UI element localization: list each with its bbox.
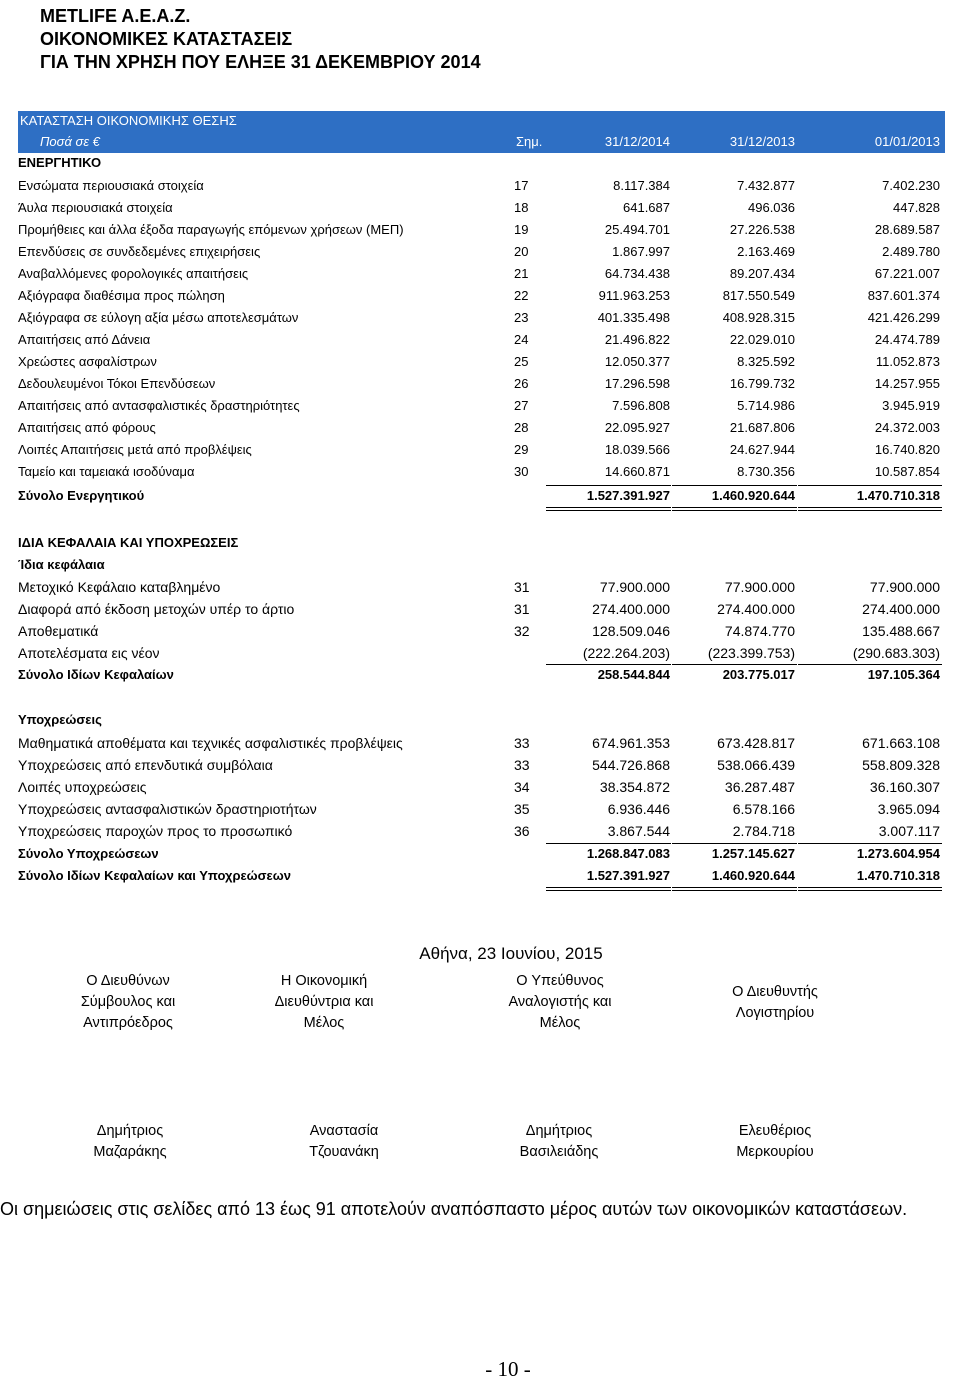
value-2014: 3.867.544 (607, 823, 670, 839)
value-2013: 8.325.592 (737, 354, 795, 369)
row-label: Υποχρεώσεις αντασφαλιστικών δραστηριοτήτων (18, 801, 317, 817)
value-2012: 14.257.955 (874, 376, 940, 391)
liabilities-total-row (18, 843, 945, 865)
footer-note: Οι σημειώσεις στις σελίδες από 13 έως 91 αποτελούν αναπόσπαστο μέρος αυτών των οικονομικών καταστάσεων. (0, 1199, 908, 1219)
asset-row (18, 439, 945, 461)
place-date: Αθήνα, 23 Ιουνίου, 2015 (419, 944, 603, 963)
value-2013: 817.550.549 (722, 288, 795, 303)
row-note: 34 (514, 779, 530, 795)
row-note: 25 (514, 354, 529, 369)
row-label: Απαιτήσεις από Δάνεια (18, 332, 151, 347)
assets-total-double-line-1 (546, 507, 671, 511)
value-2013: 21.687.806 (729, 420, 795, 435)
row-label: Επενδύσεις σε συνδεδεμένες επιχειρήσεις (18, 244, 261, 259)
value-2013: 89.207.434 (729, 266, 795, 281)
asset-row (18, 241, 945, 263)
page-number: - 10 - (485, 1357, 531, 1381)
value-2012: 28.689.587 (874, 222, 940, 237)
row-note: 31 (514, 601, 530, 617)
value-2014: 1.527.391.927 (586, 868, 670, 883)
value-2014: 1.867.997 (612, 244, 670, 259)
value-2014: 401.335.498 (597, 310, 670, 325)
value-2014: 22.095.927 (604, 420, 670, 435)
value-2012: 197.105.364 (867, 667, 940, 682)
value-2013: 74.874.770 (724, 623, 795, 639)
grand-total-double-line-2 (672, 887, 797, 891)
value-2012: 274.400.000 (862, 601, 940, 617)
value-2013: (223.399.753) (707, 645, 795, 661)
value-2013: 77.900.000 (724, 579, 795, 595)
row-label: Χρεώστες ασφαλίστρων (18, 354, 157, 369)
value-2014: 544.726.868 (592, 757, 670, 773)
signatory-title: Η Οικονομική Διευθύντρια και Μέλος (274, 973, 374, 1031)
equity-row (18, 576, 945, 598)
value-2014: 77.900.000 (599, 579, 670, 595)
value-2012: 1.273.604.954 (856, 846, 940, 861)
value-2014: 7.596.808 (612, 398, 670, 413)
value-2012: 447.828 (893, 200, 940, 215)
grand-total-row (18, 865, 945, 887)
row-label: Απαιτήσεις από φόρους (18, 420, 156, 435)
value-2014: 274.400.000 (592, 601, 670, 617)
value-2014: 6.936.446 (607, 801, 670, 817)
value-2013: 16.799.732 (729, 376, 795, 391)
value-2014: 25.494.701 (604, 222, 670, 237)
row-label: Σύνολο Υποχρεώσεων (18, 846, 159, 861)
value-2014: 18.039.566 (604, 442, 670, 457)
value-2012: 3.945.919 (882, 398, 940, 413)
row-label: Αναβαλλόμενες φορολογικές απαιτήσεις (18, 266, 249, 281)
row-label: Ενσώματα περιουσιακά στοιχεία (18, 178, 204, 193)
equity-row (18, 642, 945, 664)
value-2014: 641.687 (623, 200, 670, 215)
value-2013: 22.029.010 (729, 332, 795, 347)
row-label: Ταμείο και ταμειακά ισοδύναμα (18, 464, 195, 479)
value-2013: 7.432.877 (737, 178, 795, 193)
row-label: Λοιπές Απαιτήσεις μετά από προβλέψεις (18, 442, 252, 457)
row-note: 28 (514, 420, 529, 435)
row-note: 36 (514, 823, 530, 839)
value-2014: 258.544.844 (597, 667, 670, 682)
liability-row (18, 798, 945, 820)
row-label: Άυλα περιουσιακά στοιχεία (18, 200, 173, 215)
asset-row (18, 373, 945, 395)
row-note: 21 (514, 266, 529, 281)
assets-total-double-line-3 (798, 507, 942, 511)
row-label: Υποχρεώσεις παροχών προς το προσωπικό (18, 823, 293, 839)
asset-row (18, 417, 945, 439)
value-2013: 274.400.000 (717, 601, 795, 617)
row-note: 24 (514, 332, 529, 347)
value-2013: 6.578.166 (732, 801, 795, 817)
value-2014: 911.963.253 (598, 288, 670, 303)
row-note: 32 (514, 623, 530, 639)
value-2014: 128.509.046 (592, 623, 670, 639)
value-2012: 24.372.003 (874, 420, 940, 435)
grand-total-double-line-3 (798, 887, 942, 891)
value-2012: 3.007.117 (878, 823, 940, 839)
signatory-name: Δημήτριος Μαζαράκης (93, 1123, 167, 1160)
equity-total-row (18, 664, 945, 686)
equity-subheading: Ίδια κεφάλαια (18, 557, 105, 572)
value-2012: 837.601.374 (867, 288, 940, 303)
value-2013: 673.428.817 (717, 735, 795, 751)
row-label: Σύνολο Ενεργητικού (18, 488, 145, 503)
value-2012: 11.052.873 (875, 354, 940, 369)
value-2014: 12.050.377 (604, 354, 670, 369)
value-2014: 1.268.847.083 (586, 846, 670, 861)
document-title: ΟΙΚΟΝΟΜΙΚΕΣ ΚΑΤΑΣΤΑΣΕΙΣ (40, 29, 293, 49)
row-note: 31 (514, 579, 530, 595)
row-label: Αποτελέσματα εις νέον (18, 645, 160, 661)
row-note: 33 (514, 757, 530, 773)
liability-row (18, 732, 945, 754)
value-2014: 1.527.391.927 (586, 488, 670, 503)
col-2012-header: 01/01/2013 (874, 134, 940, 149)
liability-row (18, 776, 945, 798)
liability-row (18, 754, 945, 776)
row-label: Αξιόγραφα διαθέσιμα προς πώληση (18, 288, 225, 303)
row-note: 20 (514, 244, 529, 259)
assets-heading: ΕΝΕΡΓΗΤΙΚΟ (18, 155, 102, 170)
value-2014: 17.296.598 (604, 376, 670, 391)
asset-row (18, 219, 945, 241)
row-label: Σύνολο Ιδίων Κεφαλαίων και Υποχρεώσεων (18, 868, 291, 883)
value-2012: (290.683.303) (852, 645, 940, 661)
row-label: Αποθεματικά (18, 623, 99, 639)
signatory-name: Δημήτριος Βασιλειάδης (519, 1123, 599, 1160)
equity-row (18, 598, 945, 620)
document-period: ΓΙΑ ΤΗΝ ΧΡΗΣΗ ΠΟΥ ΕΛΗΞΕ 31 ΔΕΚΕΜΒΡΙΟΥ 2014 (40, 52, 481, 72)
row-note: 33 (514, 735, 530, 751)
row-note: 27 (514, 398, 529, 413)
row-label: Υποχρεώσεις από επενδυτικά συμβόλαια (18, 757, 273, 773)
assets-total-row (18, 485, 945, 507)
value-2012: 67.221.007 (874, 266, 940, 281)
assets-total-double-line-2 (672, 507, 797, 511)
value-2014: 38.354.872 (599, 779, 670, 795)
row-label: Απαιτήσεις από αντασφαλιστικές δραστηριότητες (18, 398, 300, 413)
row-note: 19 (514, 222, 529, 237)
company-name: METLIFE A.E.A.Z. (40, 6, 191, 26)
row-note: 29 (514, 442, 529, 457)
value-2012: 24.474.789 (874, 332, 940, 347)
value-2014: 14.660.871 (604, 464, 670, 479)
asset-row (18, 351, 945, 373)
value-2012: 3.965.094 (877, 801, 940, 817)
value-2013: 538.066.439 (717, 757, 795, 773)
row-note: 35 (514, 801, 530, 817)
grand-total-double-line-1 (546, 887, 671, 891)
row-note: 26 (514, 376, 529, 391)
value-2013: 1.257.145.627 (711, 846, 795, 861)
row-label: Αξιόγραφα σε εύλογη αξία μέσω αποτελεσμάτων (18, 310, 299, 325)
row-note: 30 (514, 464, 529, 479)
value-2012: 1.470.710.318 (856, 488, 940, 503)
value-2013: 203.775.017 (722, 667, 795, 682)
signatory-title: Ο Διευθυντής Λογιστηρίου (732, 984, 818, 1021)
row-label: Δεδουλευμένοι Τόκοι Επενδύσεων (18, 376, 216, 391)
row-label: Λοιπές υποχρεώσεις (18, 779, 147, 795)
asset-row (18, 307, 945, 329)
value-2013: 1.460.920.644 (711, 488, 795, 503)
asset-row (18, 175, 945, 197)
value-2013: 36.287.487 (724, 779, 795, 795)
value-2012: 7.402.230 (882, 178, 940, 193)
liabilities-heading: Υποχρεώσεις (18, 712, 102, 727)
asset-row (18, 395, 945, 417)
value-2013: 2.163.469 (737, 244, 795, 259)
value-2012: 558.809.328 (862, 757, 940, 773)
value-2013: 496.036 (748, 200, 795, 215)
row-label: Μετοχικό Κεφάλαιο καταβλημένο (18, 579, 221, 595)
row-note: 22 (514, 288, 529, 303)
signatory-title: Ο Υπεύθυνος Αναλογιστής και Μέλος (508, 973, 612, 1031)
signatory-name: Αναστασία Τζουανάκη (309, 1123, 379, 1160)
value-2013: 408.928.315 (722, 310, 795, 325)
value-2012: 16.740.820 (874, 442, 940, 457)
col-2014-header: 31/12/2014 (604, 134, 670, 149)
asset-row (18, 197, 945, 219)
value-2012: 2.489.780 (882, 244, 940, 259)
value-2013: 8.730.356 (737, 464, 795, 479)
value-2014: (222.264.203) (582, 645, 670, 661)
note-column-header: Σημ. (516, 134, 543, 149)
row-label: Σύνολο Ιδίων Κεφαλαίων (18, 667, 174, 682)
value-2012: 135.488.667 (862, 623, 940, 639)
value-2013: 27.226.538 (729, 222, 795, 237)
value-2012: 36.160.307 (869, 779, 940, 795)
asset-row (18, 285, 945, 307)
value-2014: 674.961.353 (592, 735, 670, 751)
asset-row (18, 329, 945, 351)
value-2013: 1.460.920.644 (711, 868, 795, 883)
equity-liabilities-heading: ΙΔΙΑ ΚΕΦΑΛΑΙΑ ΚΑΙ ΥΠΟΧΡΕΩΣΕΙΣ (18, 535, 239, 550)
row-label: Διαφορά από έκδοση μετοχών υπέρ το άρτιο (18, 601, 295, 617)
value-2013: 2.784.718 (732, 823, 795, 839)
row-note: 18 (514, 200, 529, 215)
liability-row (18, 820, 945, 842)
statement-title-bar: ΚΑΤΑΣΤΑΣΗ ΟΙΚΟΝΟΜΙΚΗΣ ΘΕΣΗΣ (18, 111, 945, 131)
value-2012: 671.663.108 (862, 735, 940, 751)
value-2013: 24.627.944 (729, 442, 795, 457)
asset-row (18, 263, 945, 285)
signatory-name: Ελευθέριος Μερκουρίου (736, 1123, 814, 1160)
equity-row (18, 620, 945, 642)
row-note: 23 (514, 310, 529, 325)
row-label: Μαθηματικά αποθέματα και τεχνικές ασφαλιστικές προβλέψεις (18, 735, 403, 751)
amounts-label: Ποσά σε € (40, 134, 100, 149)
value-2012: 77.900.000 (869, 579, 940, 595)
col-2013-header: 31/12/2013 (729, 134, 795, 149)
signatory-title: Ο Διευθύνων Σύμβουλος και Αντιπρόεδρος (80, 973, 176, 1031)
value-2014: 64.734.438 (604, 266, 670, 281)
row-note: 17 (514, 178, 529, 193)
value-2014: 8.117.384 (613, 178, 670, 193)
value-2013: 5.714.986 (737, 398, 795, 413)
document-header (40, 0, 481, 74)
value-2012: 421.426.299 (867, 310, 940, 325)
value-2014: 21.496.822 (604, 332, 670, 347)
value-2012: 10.587.854 (874, 464, 940, 479)
asset-row (18, 461, 945, 483)
row-label: Προμήθειες και άλλα έξοδα παραγωγής επόμενων χρήσεων (ΜΕΠ) (18, 222, 404, 237)
value-2012: 1.470.710.318 (856, 868, 940, 883)
column-header-bar (18, 131, 945, 153)
